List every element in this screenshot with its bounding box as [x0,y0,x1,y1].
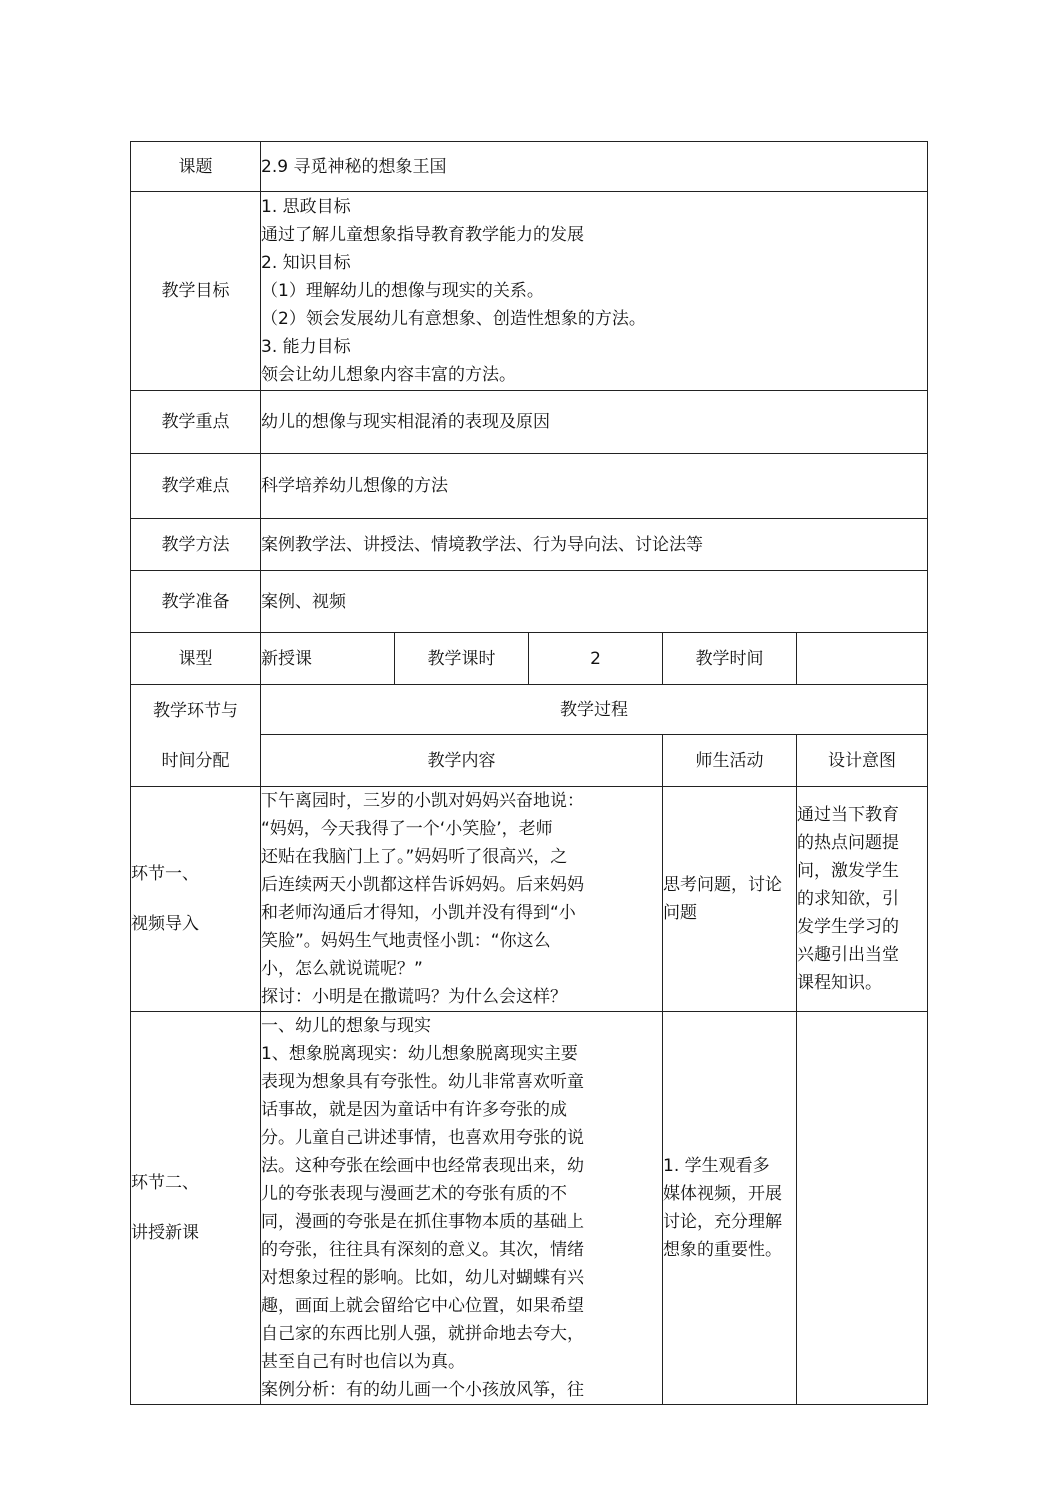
objective-line: 3. 能力目标 [261,337,351,357]
content-line: 探讨：小明是在撒谎吗？为什么会这样？ [261,987,567,1007]
content-line: 小，怎么就说谎呢？” [261,959,423,979]
lesson-hours-label: 教学课时 [395,633,529,685]
objective-line: （1）理解幼儿的想像与现实的关系。 [261,281,544,301]
content-line: 和老师沟通后才得知，小凯并没有得到“小 [261,903,576,923]
content-line: 甚至自己有时也信以为真。 [261,1352,465,1372]
preparation-row [131,571,928,633]
stage-row [131,787,928,1012]
lesson-plan-table [130,141,928,1405]
key-points-value: 幼儿的想像与现实相混淆的表现及原因 [261,391,928,454]
content-line: 对想象过程的影响。比如，幼儿对蝴蝶有兴 [261,1268,584,1288]
topic-label: 课题 [131,142,261,192]
activity-line: 讨论，充分理解 [663,1212,782,1232]
stage-name [131,1012,261,1405]
lesson-type-value: 新授课 [261,633,395,685]
col-intent-header: 设计意图 [797,735,928,787]
content-line: 案例分析：有的幼儿画一个小孩放风筝，往 [261,1380,584,1400]
activity-line: 问题 [663,903,697,923]
intent-line: 通过当下教育 [797,805,899,825]
process-title: 教学过程 [261,685,928,735]
preparation-value: 案例、视频 [261,571,928,633]
content-line: 表现为想象具有夸张性。幼儿非常喜欢听童 [261,1072,584,1092]
topic-row [131,142,928,192]
stage-content [261,1012,663,1405]
activity-line: 媒体视频，开展 [663,1184,782,1204]
key-points-row [131,391,928,454]
objective-line: 1. 思政目标 [261,197,351,217]
stage-header-line2: 时间分配 [161,750,230,771]
lesson-type-row [131,633,928,685]
difficulties-row [131,454,928,519]
stage-name-line1: 环节一、 [131,864,199,884]
lesson-hours-value: 2 [529,633,663,685]
stage-activity [663,787,797,1012]
difficulties-value: 科学培养幼儿想像的方法 [261,454,928,519]
intent-line: 课程知识。 [797,973,882,993]
objective-line: 领会让幼儿想象内容丰富的方法。 [261,365,516,385]
content-line: 还贴在我脑门上了。”妈妈听了很高兴，之 [261,847,568,867]
activity-line: 思考问题，讨论 [663,875,782,895]
intent-line: 问，激发学生 [797,861,899,881]
content-line: 一、幼儿的想象与现实 [261,1016,431,1036]
stage-intent [797,787,928,1012]
stage-name-line2: 讲授新课 [131,1223,199,1243]
key-points-label: 教学重点 [131,391,261,454]
objectives-label: 教学目标 [131,192,261,391]
methods-value: 案例教学法、讲授法、情境教学法、行为导向法、讨论法等 [261,519,928,571]
stage-activity [663,1012,797,1405]
col-activity-header: 师生活动 [663,735,797,787]
preparation-label: 教学准备 [131,571,261,633]
lesson-time-value [797,633,928,685]
content-line: 趣，画面上就会留给它中心位置，如果希望 [261,1296,584,1316]
objective-line: （2）领会发展幼儿有意想象、创造性想象的方法。 [261,309,646,329]
activity-line: 想象的重要性。 [663,1240,782,1260]
stage-name-line1: 环节二、 [131,1173,199,1193]
content-line: 儿的夸张表现与漫画艺术的夸张有质的不 [261,1184,567,1204]
lesson-time-label: 教学时间 [663,633,797,685]
lesson-type-label: 课型 [131,633,261,685]
objectives-list [261,192,928,391]
difficulties-label: 教学难点 [131,454,261,519]
stage-header [131,685,261,787]
intent-line: 的求知欲，引 [797,889,899,909]
methods-row [131,519,928,571]
content-line: 自己家的东西比别人强，就拼命地去夸大， [261,1324,584,1344]
objective-line: 2. 知识目标 [261,253,351,273]
content-line: 笑脸”。妈妈生气地责怪小凯：“你这么 [261,931,551,951]
content-line: 1、想象脱离现实：幼儿想象脱离现实主要 [261,1044,578,1064]
stage-name [131,787,261,1012]
stage-header-line1: 教学环节与 [153,700,238,721]
objectives-row [131,192,928,391]
col-content-header: 教学内容 [261,735,663,787]
content-line: 同，漫画的夸张是在抓住事物本质的基础上 [261,1212,584,1232]
content-line: 的夸张，往往具有深刻的意义。其次，情绪 [261,1240,584,1260]
content-line: 话事故，就是因为童话中有许多夸张的成 [261,1100,567,1120]
intent-line: 的热点问题提 [797,833,899,853]
content-line: 分。儿童自己讲述事情，也喜欢用夸张的说 [261,1128,584,1148]
activity-line: 1. 学生观看多 [663,1156,770,1176]
intent-line: 兴趣引出当堂 [797,945,899,965]
stage-intent [797,1012,928,1405]
objective-line: 通过了解儿童想象指导教育教学能力的发展 [261,225,584,245]
stage-name-line2: 视频导入 [131,914,199,934]
topic-value: 2.9 寻觅神秘的想象王国 [261,142,928,192]
intent-line: 发学生学习的 [797,917,899,937]
stage-row [131,1012,928,1405]
stage-content [261,787,663,1012]
content-line: 后连续两天小凯都这样告诉妈妈。后来妈妈 [261,875,584,895]
process-header-row [131,685,928,735]
content-line: “妈妈，今天我得了一个‘小笑脸’，老师 [261,819,553,839]
content-line: 法。这种夸张在绘画中也经常表现出来，幼 [261,1156,584,1176]
methods-label: 教学方法 [131,519,261,571]
content-line: 下午离园时，三岁的小凯对妈妈兴奋地说： [261,791,584,811]
